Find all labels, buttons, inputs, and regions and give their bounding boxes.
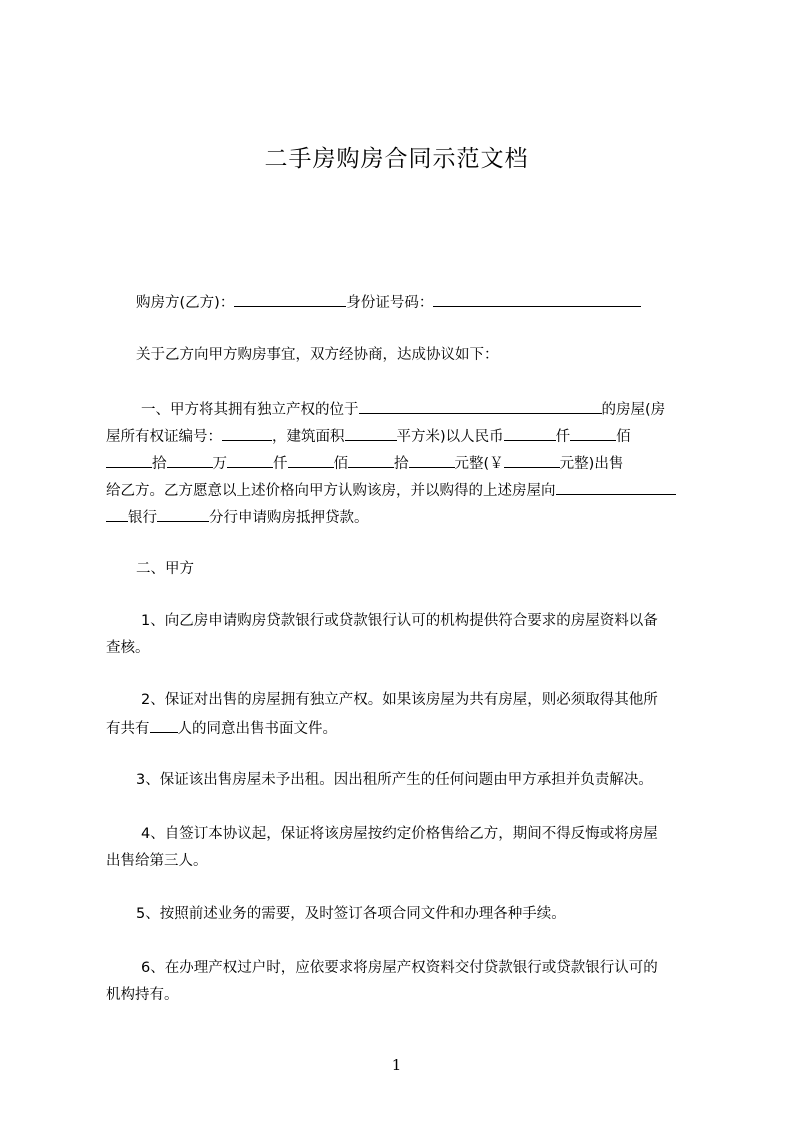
clause1-text: 元整(￥	[454, 456, 504, 472]
price-blank	[348, 452, 394, 468]
price-figure-blank	[504, 452, 560, 468]
buyer-name-blank	[234, 291, 346, 307]
clause1-text: 佰	[616, 429, 631, 445]
item2-text: 人的同意出售书面文件。	[177, 721, 337, 737]
price-blank	[570, 425, 616, 441]
item2-text: 有共有	[106, 721, 150, 737]
id-number-blank	[433, 291, 641, 307]
clause1-text: 仟	[555, 429, 571, 445]
co-owner-blank	[150, 717, 178, 733]
intro-paragraph: 关于乙方向甲方购房事宜，双方经协商，达成协议如下：	[136, 347, 499, 363]
clause1-text: 分行申请购房抵押贷款。	[209, 510, 369, 526]
item2-line2	[106, 717, 337, 739]
clause1-text: 拾	[152, 456, 167, 472]
clause1-line2	[106, 425, 631, 447]
item1-line1: 1、向乙房申请购房贷款银行或贷款银行认可的机构提供符合要求的房屋资料以备	[141, 613, 658, 629]
clause1-text: 拾	[394, 456, 409, 472]
item6-line1: 6、在办理产权过户时，应依要求将房屋产权资料交付贷款银行或贷款银行认可的	[141, 960, 658, 976]
page-number: 1	[391, 1056, 402, 1074]
clause1-line4	[106, 479, 676, 501]
item4-line1: 4、自签订本协议起，保证将该房屋按约定价格售给乙方，期间不得反悔或将房屋	[141, 826, 658, 842]
id-number-label: 身份证号码：	[346, 295, 434, 311]
certificate-number-blank	[222, 425, 272, 441]
clause1-text: 仟	[273, 456, 288, 472]
clause1-text: ，建筑面积	[272, 429, 345, 445]
item5: 5、按照前述业务的需要，及时签订各项合同文件和办理各种手续。	[136, 906, 566, 922]
buyer-line	[136, 291, 641, 313]
item1-line2: 查核。	[106, 640, 150, 656]
document-title: 二手房购房合同示范文档	[264, 146, 529, 172]
price-blank	[409, 452, 455, 468]
clause1-line3	[106, 452, 623, 474]
clause1-line1	[141, 398, 665, 420]
area-blank	[345, 425, 397, 441]
price-blank	[504, 425, 556, 441]
clause1-text: 银行	[128, 510, 157, 526]
item3: 3、保证该出售房屋未予出租。因出租所产生的任何问题由甲方承担并负责解决。	[136, 772, 653, 788]
clause1-text: 平方米)以人民币	[396, 429, 504, 445]
bank-blank	[556, 479, 676, 495]
bank-blank	[106, 506, 128, 522]
price-blank	[106, 452, 152, 468]
clause1-text: 一、甲方将其拥有独立产权的位于	[141, 402, 359, 418]
item2-line1: 2、保证对出售的房屋拥有独立产权。如果该房屋为共有房屋，则必须取得其他所	[141, 692, 658, 708]
clause1-text: 元整)出售	[559, 456, 624, 472]
item6-line2: 机构持有。	[106, 987, 179, 1003]
price-blank	[167, 452, 213, 468]
item4-line2: 出售给第三人。	[106, 853, 208, 869]
clause1-text: 给乙方。乙方愿意以上述价格向甲方认购该房，并以购得的上述房屋向	[106, 483, 556, 499]
price-blank	[227, 452, 273, 468]
buyer-label: 购房方(乙方)：	[136, 295, 235, 311]
clause1-text: 屋所有权证编号：	[106, 429, 222, 445]
clause1-text: 的房屋(房	[601, 402, 666, 418]
clause1-text: 万	[212, 456, 227, 472]
clause1-line5	[106, 506, 369, 528]
section2-heading: 二、甲方	[136, 561, 194, 577]
clause1-text: 佰	[333, 456, 348, 472]
location-blank	[359, 398, 602, 414]
branch-blank	[157, 506, 209, 522]
price-blank	[288, 452, 334, 468]
